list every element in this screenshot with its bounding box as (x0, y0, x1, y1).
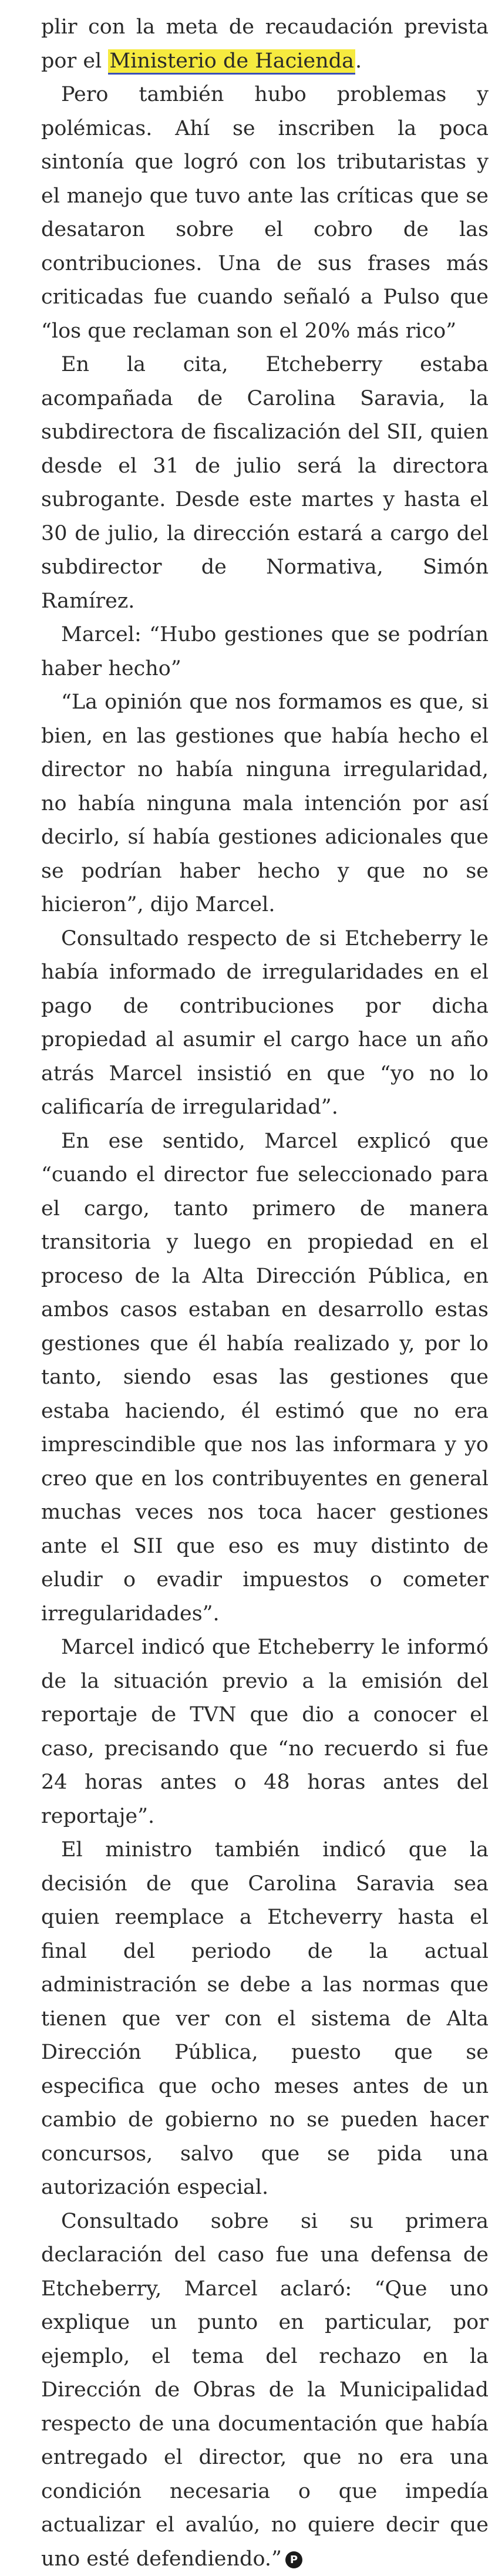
article-paragraph: Marcel indicó que Etcheberry le informó de la situación previo a la emisión del reportaje de TVN que dio a conocer el caso, precisando que “no recuerdo si fue 24 horas antes o 48 horas antes del reportaje”. (41, 1631, 489, 1833)
article-paragraph-continuation (41, 11, 489, 78)
paragraph-text: plir con la meta de recaudación prevista por el (41, 15, 489, 73)
article-column (41, 11, 489, 2576)
end-of-article-icon: P (285, 2551, 302, 2568)
paragraph-text: . (355, 49, 362, 73)
article-paragraph: En ese sentido, Marcel explicó que “cuando el director fue seleccionado para el cargo, tanto primero de manera transitoria y luego en propiedad en el proceso de la Alta Dirección Pública, en ambos casos estaban en desarrollo estas gestiones que él había realizado y, por lo tanto, siendo esas las gestiones que estaba haciendo, él estimó que no era imprescindible que nos las informara y yo creo que en los contribuyentes en general muchas veces nos toca hacer gestiones ante el SII que eso es muy distinto de eludir o evadir impuestos o cometer irregularidades”. (41, 1125, 489, 1631)
article-paragraph: En la cita, Etcheberry estaba acompañada de Carolina Saravia, la subdirectora de fiscalización del SII, quien desde el 31 de julio será la directora subrogante. Desde este martes y hasta el 30 de julio, la dirección estará a cargo del subdirector de Normativa, Simón Ramírez. (41, 348, 489, 618)
article-paragraph: El ministro también indicó que la decisión de que Carolina Saravia sea quien reemplace a Etcheverry hasta el final del periodo de la actual administración se debe a las normas que tienen que ver con el sistema de Alta Dirección Pública, puesto que se especifica que ocho meses antes de un cambio de gobierno no se pueden hacer concursos, salvo que se pida una autorización especial. (41, 1833, 489, 2205)
highlighted-link-ministerio[interactable]: Ministerio de Hacienda (108, 49, 355, 75)
paragraph-text: Consultado sobre si su primera declaración del caso fue una defensa de Etcheberry, Marcel aclaró: “Que uno explique un punto en particular, por ejemplo, el tema del rechazo en la Dirección de Obras de la Municipalidad respecto de una documentación que había entregado el director, que no era una condición necesaria o que impedía actualizar el avalúo, no quiere decir que uno esté defendiendo.” (41, 2210, 489, 2571)
article-paragraph-final (41, 2205, 489, 2576)
article-paragraph: Pero también hubo problemas y polémicas. Ahí se inscriben la poca sintonía que logró con los tributaristas y el manejo que tuvo ante las críticas que se desataron sobre el cobro de las contribuciones. Una de sus frases más criticadas fue cuando señaló a Pulso que “los que reclaman son el 20% más rico” (41, 78, 489, 348)
article-paragraph: Consultado respecto de si Etcheberry le había informado de irregularidades en el pago de contribuciones por dicha propiedad al asumir el cargo hace un año atrás Marcel insistió en que “yo no lo calificaría de irregularidad”. (41, 922, 489, 1125)
article-paragraph: “La opinión que nos formamos es que, si bien, en las gestiones que había hecho el director no había ninguna irregularidad, no había ninguna mala intención por así decirlo, sí había gestiones adicionales que se podrían haber hecho y que no se hicieron”, dijo Marcel. (41, 686, 489, 922)
article-subheading: Marcel: “Hubo gestiones que se podrían haber hecho” (41, 618, 489, 686)
